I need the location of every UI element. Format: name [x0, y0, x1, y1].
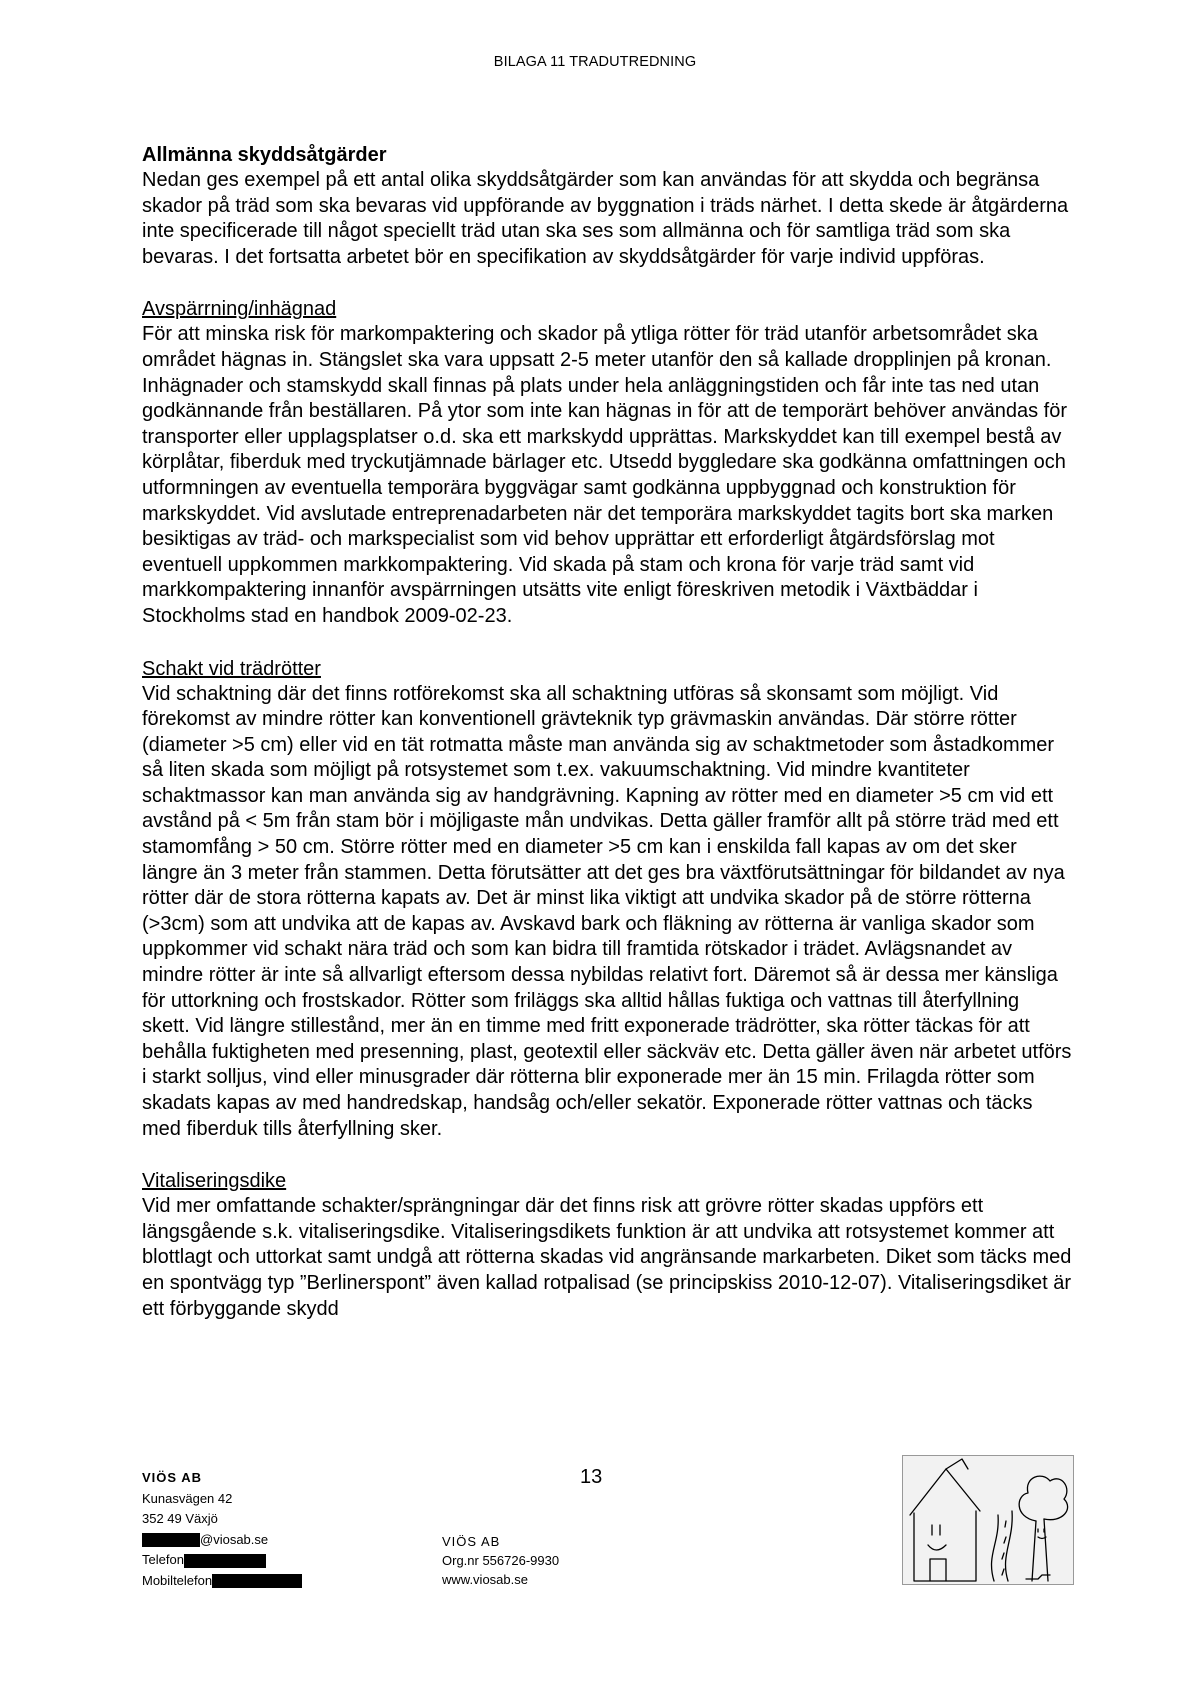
section-heading: Vitaliseringsdike — [142, 1170, 287, 1193]
redaction-bar — [184, 1554, 266, 1568]
footer-address — [142, 1468, 302, 1591]
section-paragraph: Vid mer omfattande schakter/sprängningar där det finns risk att grövre rötter skadas uppförs ett längsgående s.k. vitaliseringsdike. Vitaliseringsdikets funktion är att undvika att rotsystemet kommer att blottlagt och uttorkat samt undgå att rötterna skadas vid angränsande markarbeten. Diket som täcks med en spontvägg typ ”Berlinerspont” även kallad rotpalisad (se principskiss 2010-12-07). Vitaliseringsdiket är ett förbyggande skydd — [142, 1195, 1072, 1320]
section-paragraph: Vid schaktning där det finns rotförekomst ska all schaktning utföras så skonsamt som möjligt. Vid förekomst av mindre rötter kan konventionell grävteknik typ grävmaskin användas. Där större rötter (diameter >5 cm) eller vid en tät rotmatta måste man använda sig av schaktmetoder som åstadkommer så liten skada som möjligt på rotsystemet som t.ex. vakuumschaktning. Vid mindre kvantiteter schaktmassor kan man använda sig av handgrävning. Kapning av rötter med en diameter >5 cm vid ett avstånd på < 5m från stam bör i möjligaste mån undvikas. Detta gäller framför allt på större träd med ett stamomfång > 50 cm. Större rötter med en diameter >5 cm kan i enskilda fall kapas av om det sker längre än 3 meter från stammen. Detta förutsätter att det ges bra växtförutsättningar för bildandet av nya rötter där de stora rötterna kapats av. Det är minst lika viktigt att undvika skador på de större rötterna (>3cm) som att undvika att de kapas av. Avskavd bark och fläkning av rötterna är vanliga skador som uppkommer vid schakt nära träd och som kan bidra till framtida rötskador i trädet. Avlägsnandet av mindre rötter är inte så allvarligt eftersom dessa nybildas relativt fort. Däremot så är dessa mer känsliga för uttorkning och frostskador. Rötter som friläggs ska alltid hållas fuktiga och vattnas till återfyllning skett. Vid längre stillestånd, mer än en timme med fritt exponerade trädrötter, ska rötter täckas för att behålla fuktigheten med presenning, plast, geotextil eller säckväv etc. Detta gäller även när arbetet utförs i starkt solljus, vind eller minusgrader där rötterna blir exponerade mer än 15 min. Frilagda rötter som skadats kapas av med handredskap, handsåg och/eller sekatör. Exponerade rötter vattnas och täcks med fiberduk tills återfyllning sker. — [142, 682, 1072, 1140]
footer-email — [142, 1530, 302, 1551]
section-paragraph: För att minska risk för markompaktering och skador på ytliga rötter för träd utanför arbetsområdet ska området hägnas in. Stängslet ska vara uppsatt 2-5 meter utanför den så kallade dropplinjen på kronan. Inhägnader och stamskydd skall finnas på plats under hela anläggningstiden och får inte tas ned utan godkännande från beställaren. På ytor som inte kan hägnas in för att de temporärt behöver användas för transporter eller upplagsplatser o.d. ska ett markskydd upprättas. Markskyddet kan till exempel bestå av körplåtar, fiberduk med tryckutjämnade bärlager etc. Utsedd byggledare ska godkänna omfattningen och utformningen av eventuella temporära byggvägar samt godkänna uppbyggnad och konstruktion för markskyddet. Vid avslutade entreprenadarbeten när det temporära markskyddet tagits bort ska marken besiktigas av träd- och markspecialist som vid behov upprättar ett erforderligt åtgärdsförslag mot eventuell uppkommen markkompaktering. Vid skada på stam och krona för varje träd samt vid markkompaktering innanför avspärrningen utsätts vite enligt föreskriven metodik i Växtbäddar i Stockholms stad en handbok 2009-02-23. — [142, 323, 1068, 627]
footer-website: www.viosab.se — [442, 1572, 528, 1587]
footer-phone — [142, 1550, 302, 1571]
section-heading: Schakt vid trädrötter — [142, 657, 321, 680]
footer-company-info — [442, 1532, 559, 1589]
redaction-bar — [212, 1574, 302, 1588]
footer-mobile — [142, 1571, 302, 1592]
footer-email-suffix: @viosab.se — [200, 1531, 269, 1547]
footer-company-name: VIÖS AB — [442, 1534, 501, 1549]
document-body — [142, 142, 1072, 1348]
section-schakt-vid-tradrotter — [142, 656, 1072, 1143]
page-number: 13 — [580, 1466, 603, 1488]
footer-mobile-label: Mobiltelefon — [142, 1572, 213, 1588]
viosab-logo-house-tree-icon — [902, 1455, 1074, 1585]
section-avsparrning — [142, 296, 1072, 629]
page-header: BILAGA 11 TRADUTREDNING — [493, 54, 697, 70]
section-allmanna-skyddsatgarder — [142, 142, 1072, 270]
section-heading: Allmänna skyddsåtgärder — [142, 144, 387, 166]
footer-company-name: VIÖS AB — [142, 1470, 202, 1485]
footer-street: Kunasvägen 42 — [142, 1490, 233, 1506]
section-heading: Avspärrning/inhägnad — [142, 298, 337, 321]
section-paragraph: Nedan ges exempel på ett antal olika skyddsåtgärder som kan användas för att skydda och begränsa skador på träd som ska bevaras vid uppförande av byggnation i träds närhet. I detta skede är åtgärderna inte specificerade till något speciellt träd utan ska ses som allmänna och för samtliga träd som ska bevaras. I det fortsatta arbetet bör en specifikation av skyddsåtgärder för varje individ uppföras. — [142, 169, 1069, 268]
footer-phone-label: Telefon — [142, 1552, 184, 1567]
section-vitaliseringsdike — [142, 1168, 1072, 1322]
redaction-bar — [142, 1533, 200, 1547]
footer-org-number: Org.nr 556726-9930 — [442, 1553, 560, 1568]
footer-postal: 352 49 Växjö — [142, 1511, 218, 1526]
